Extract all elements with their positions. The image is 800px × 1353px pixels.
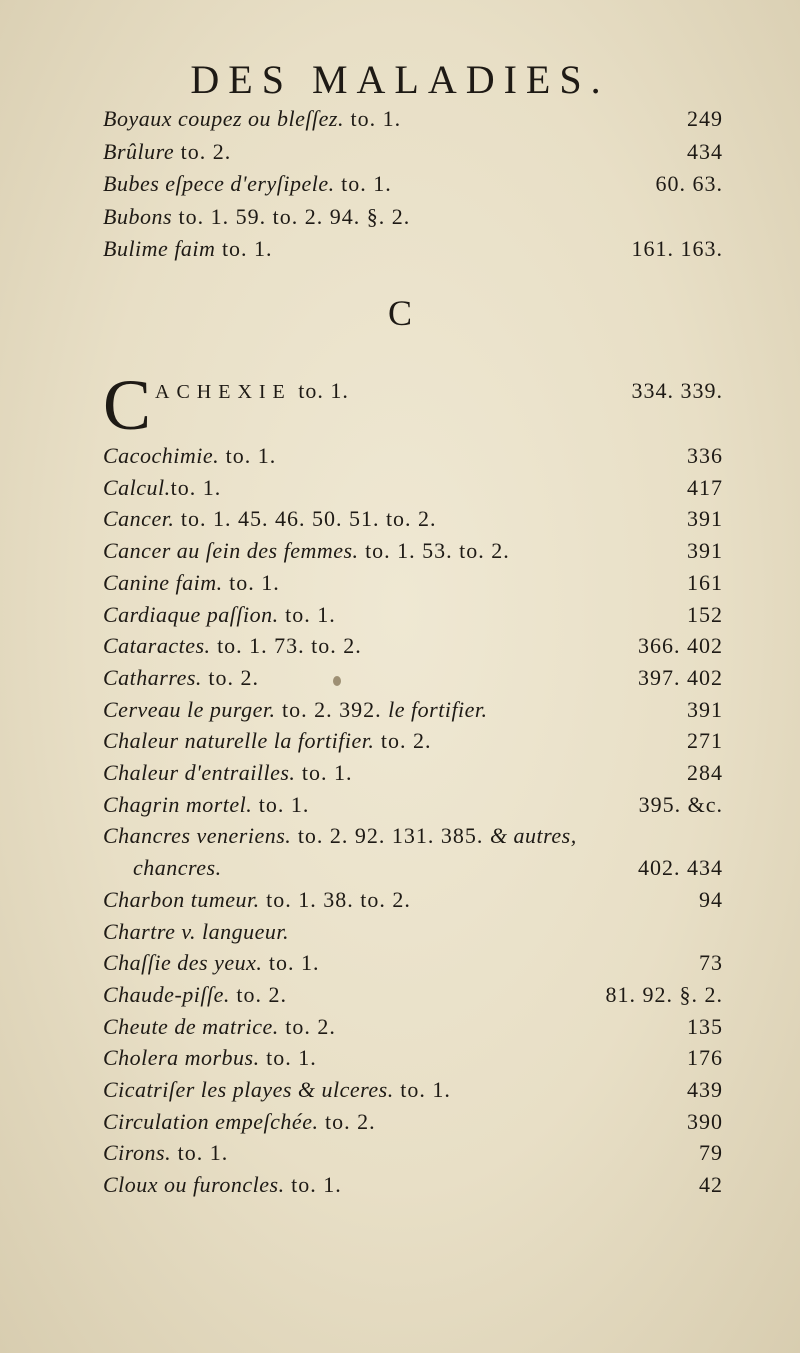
entry-term: Cerveau le purger. (103, 696, 276, 722)
letter-heading-c: C (387, 293, 412, 333)
index-entry (103, 693, 723, 727)
index-entry (103, 946, 723, 980)
entry-pages: 161. 163. (631, 236, 723, 261)
drop-cap-initial: C (103, 365, 152, 445)
entry-term: Boyaux coupez ou bleſſez. (103, 106, 344, 131)
entry-pages: 391 (687, 696, 723, 722)
entry-reference: to. 1. 73. to. 2. (210, 633, 362, 659)
entry-pages: 152 (687, 601, 723, 627)
index-entry (103, 232, 723, 266)
index-entry (103, 566, 723, 600)
entry-reference: to. 1. (344, 106, 402, 131)
entry-term: Cancer. (103, 506, 175, 532)
entry-reference: to. 2. (278, 1013, 336, 1039)
entry-pages: 161 (687, 569, 723, 595)
entry-pages: 397. 402 (638, 664, 723, 690)
entry-pages: 284 (687, 760, 723, 785)
dropcap-entry-ref: to. 1. (291, 378, 349, 403)
entry-reference: to. 1. (219, 443, 277, 468)
index-entry (103, 629, 723, 663)
entry-term: Chaude-piſſe. (103, 981, 230, 1007)
entry-term-continued: & autres, (489, 823, 577, 849)
entry-reference: to. 1. (252, 791, 310, 817)
entry-pages: 391 (687, 538, 723, 564)
entry-term: Chancres veneriens. (103, 823, 292, 849)
entry-term: Chartre v. langueur. (103, 918, 289, 944)
entry-pages: 176 (687, 1045, 723, 1071)
dropcap-entry-term (155, 376, 349, 407)
entry-reference: to. 1. (222, 569, 280, 595)
entry-pages: 73 (699, 950, 723, 976)
entry-term: Cataractes. (103, 633, 211, 659)
entry-term: Cheute de matrice. (103, 1013, 279, 1039)
index-entry (103, 1168, 723, 1202)
index-entry (103, 534, 723, 568)
entry-pages: 366. 402 (638, 633, 723, 659)
index-entry (103, 978, 723, 1012)
entry-reference: to. 1. 45. 46. 50. 51. to. 2. (174, 506, 437, 532)
entry-reference: to. 1. (393, 1077, 451, 1102)
entry-reference: to. 1. (295, 760, 353, 785)
index-entry (103, 788, 723, 822)
entry-reference: to. 1. 53. to. 2. (358, 538, 510, 564)
dropcap-entry-pages: 334. 339. (631, 378, 723, 403)
entry-reference: to. 2. (229, 981, 287, 1007)
index-entry (103, 819, 723, 853)
entry-term: Bubes eſpece d'eryſipele. (103, 171, 335, 196)
entry-pages: 135 (687, 1013, 723, 1039)
index-entry (103, 200, 723, 234)
entry-term: Catharres. (103, 664, 202, 690)
entry-reference: to. 2. 92. 131. 385. (291, 823, 490, 849)
entry-term: Cacochimie. (103, 443, 220, 468)
index-entry (103, 756, 723, 790)
entry-reference: to. 2. (174, 138, 232, 164)
entry-pages: 402. 434 (638, 855, 723, 881)
entry-term: chancres. (133, 855, 222, 881)
index-entry (103, 135, 723, 169)
entry-term: Canine faim. (103, 569, 223, 595)
dropcap-entry (103, 365, 723, 445)
entry-pages: 434 (687, 138, 723, 164)
index-entry (103, 883, 723, 917)
entry-pages: 336 (687, 443, 723, 468)
entry-term: Calcul. (103, 474, 171, 500)
entry-term-continued: le fortifier. (388, 696, 488, 722)
entry-reference: to. 1. 38. to. 2. (259, 886, 411, 912)
index-entry (103, 102, 723, 136)
entry-reference: to. 1. (284, 1172, 342, 1198)
entry-reference: to. 2. (374, 728, 432, 754)
index-entry (103, 1073, 723, 1107)
entry-pages: 391 (687, 506, 723, 532)
index-entry (133, 851, 723, 885)
index-entry (103, 661, 723, 695)
index-entry (103, 167, 723, 201)
entry-reference: to. 2. (318, 1108, 376, 1134)
entry-reference: to. 1. (334, 171, 392, 196)
entry-reference: to. 1. (259, 1045, 317, 1071)
entry-reference: to. 1. (215, 236, 273, 261)
entry-reference: to. 1. (278, 601, 336, 627)
entry-term: Cicatriſer les playes & ulceres. (103, 1077, 394, 1102)
entry-reference: to. 1. (171, 1140, 229, 1166)
entry-term: Cholera morbus. (103, 1045, 260, 1071)
entry-pages: 94 (699, 886, 723, 912)
entry-pages: 79 (699, 1140, 723, 1166)
entry-pages: 271 (687, 728, 723, 754)
entry-pages: 60. 63. (655, 171, 723, 196)
running-head: DES MALADIES. (190, 57, 610, 102)
entry-reference: to. 1. (262, 950, 320, 976)
entry-term: Circulation empeſchée. (103, 1108, 319, 1134)
entry-term: Chagrin mortel. (103, 791, 253, 817)
entry-reference: to. 1. (170, 474, 222, 500)
entry-term: Cancer au ſein des femmes. (103, 538, 359, 564)
entry-term: Chaſſie des yeux. (103, 950, 263, 976)
entry-pages: 390 (687, 1108, 723, 1134)
entry-pages: 81. 92. §. 2. (605, 981, 723, 1007)
entry-term: Cardiaque paſſion. (103, 601, 279, 627)
entry-term: Bubons (103, 203, 172, 229)
index-entry (103, 598, 723, 632)
index-entry (103, 439, 723, 473)
entry-pages: 439 (687, 1077, 723, 1102)
entry-term: Chaleur d'entrailles. (103, 760, 296, 785)
entry-term: Brûlure (103, 138, 175, 164)
index-entry (103, 915, 723, 949)
index-entry (103, 1136, 723, 1170)
entry-pages: 42 (699, 1172, 723, 1198)
entry-term: Cloux ou furoncles. (103, 1172, 285, 1198)
entry-term: Bulime faim (103, 236, 216, 261)
index-entry (103, 1010, 723, 1044)
entry-reference: to. 2. 392. (275, 696, 389, 722)
entry-pages: 249 (687, 106, 723, 131)
index-entry (103, 471, 723, 505)
ink-spot (333, 676, 341, 686)
index-entry (103, 1041, 723, 1075)
index-entry (103, 724, 723, 758)
entry-term: Charbon tumeur. (103, 886, 260, 912)
entry-pages: 395. &c. (638, 791, 723, 817)
entry-reference: to. 1. 59. to. 2. 94. §. 2. (172, 203, 411, 229)
entry-pages: 417 (687, 474, 723, 500)
index-entry (103, 502, 723, 536)
index-entry (103, 1105, 723, 1139)
entry-term: Cirons. (103, 1140, 172, 1166)
entry-reference: to. 2. (201, 664, 260, 690)
dropcap-rest-text: ACHEXIE (155, 381, 292, 403)
entry-term: Chaleur naturelle la fortifier. (103, 728, 375, 754)
